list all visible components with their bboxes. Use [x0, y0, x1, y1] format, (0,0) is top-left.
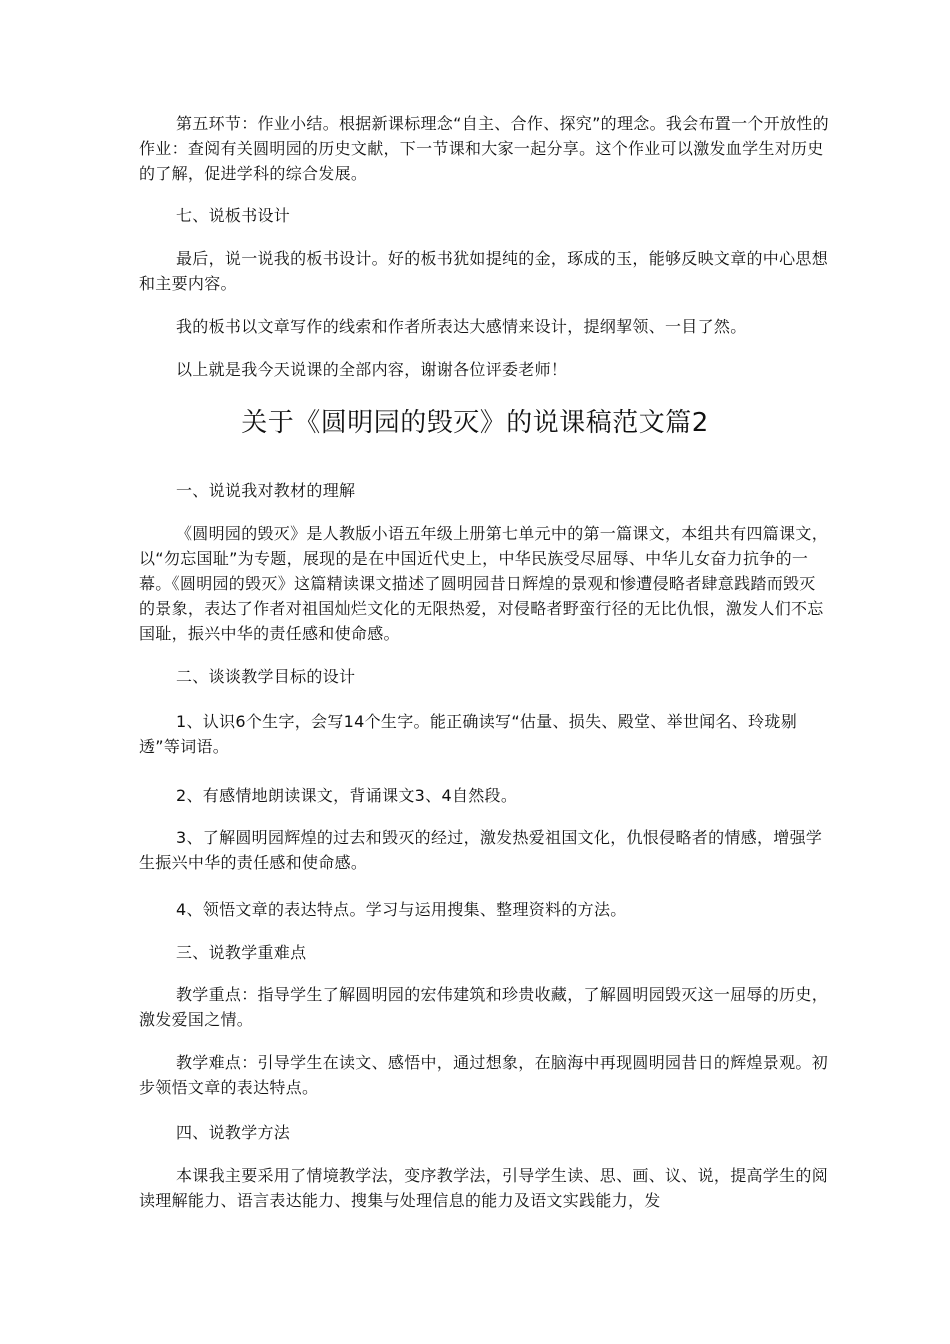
paragraph-blackboard-intro: 最后，说一说我的板书设计。好的板书犹如提纯的金，琢成的玉，能够反映文章的中心思想和主要内容。	[139, 249, 829, 293]
paragraph-closing-thanks: 以上就是我今天说课的全部内容，谢谢各位评委老师！	[176, 360, 568, 379]
paragraph-teaching-methods: 本课我主要采用了情境教学法，变序教学法，引导学生读、思、画、议、说，提高学生的阅读理解能力、语言表达能力、搜集与处理信息的能力及语文实践能力，发	[139, 1166, 829, 1210]
paragraph-goal-4: 4、领悟文章的表达特点。学习与运用搜集、整理资料的方法。	[176, 900, 627, 919]
paragraph-goal-1: 1、认识6个生字，会写14个生字。能正确读写“估量、损失、殿堂、举世闻名、玲珑剔透”等词语。	[139, 712, 798, 756]
paragraph-difficult-point: 教学难点：引导学生在读文、感悟中，通过想象，在脑海中再现圆明园昔日的辉煌景观。初步领悟文章的表达特点。	[139, 1053, 829, 1097]
section-heading-teaching-goals: 二、谈谈教学目标的设计	[176, 667, 356, 686]
paragraph-goal-3: 3、了解圆明园辉煌的过去和毁灭的经过，激发热爱祖国文化，仇恨侵略者的情感，增强学生振兴中华的责任感和使命感。	[139, 828, 823, 872]
paragraph-key-point: 教学重点：指导学生了解圆明园的宏伟建筑和珍贵收藏，了解圆明园毁灭这一屈辱的历史，激发爱国之情。	[139, 985, 829, 1029]
paragraph-homework-summary: 第五环节：作业小结。根据新课标理念“自主、合作、探究”的理念。我会布置一个开放性的作业：查阅有关圆明园的历史文献，下一节课和大家一起分享。这个作业可以激发血学生对历史的了解，促进学科的综合发展。	[139, 114, 829, 183]
paragraph-textbook-understanding: 《圆明园的毁灭》是人教版小语五年级上册第七单元中的第一篇课文，本组共有四篇课文，以“勿忘国耻”为专题，展现的是在中国近代史上，中华民族受尽屈辱、中华儿女奋力抗争的一幕。《圆明园的毁灭》这篇精读课文描述了圆明园昔日辉煌的景观和惨遭侵略者肆意践踏而毁灭的景象，表达了作者对祖国灿烂文化的无限热爱，对侵略者野蛮行径的无比仇恨，激发人们不忘国耻，振兴中华的责任感和使命感。	[139, 524, 829, 643]
paragraph-goal-2: 2、有感情地朗读课文，背诵课文3、4自然段。	[176, 786, 518, 805]
section-heading-teaching-methods: 四、说教学方法	[176, 1123, 291, 1142]
section-heading-blackboard-design: 七、说板书设计	[176, 206, 291, 225]
paragraph-blackboard-design: 我的板书以文章写作的线索和作者所表达大感情来设计，提纲挈领、一目了然。	[176, 317, 747, 336]
document-title: 关于《圆明园的毁灭》的说课稿范文篇2	[241, 408, 709, 438]
section-heading-key-points: 三、说教学重难点	[176, 943, 307, 962]
section-heading-textbook: 一、说说我对教材的理解	[176, 481, 356, 500]
